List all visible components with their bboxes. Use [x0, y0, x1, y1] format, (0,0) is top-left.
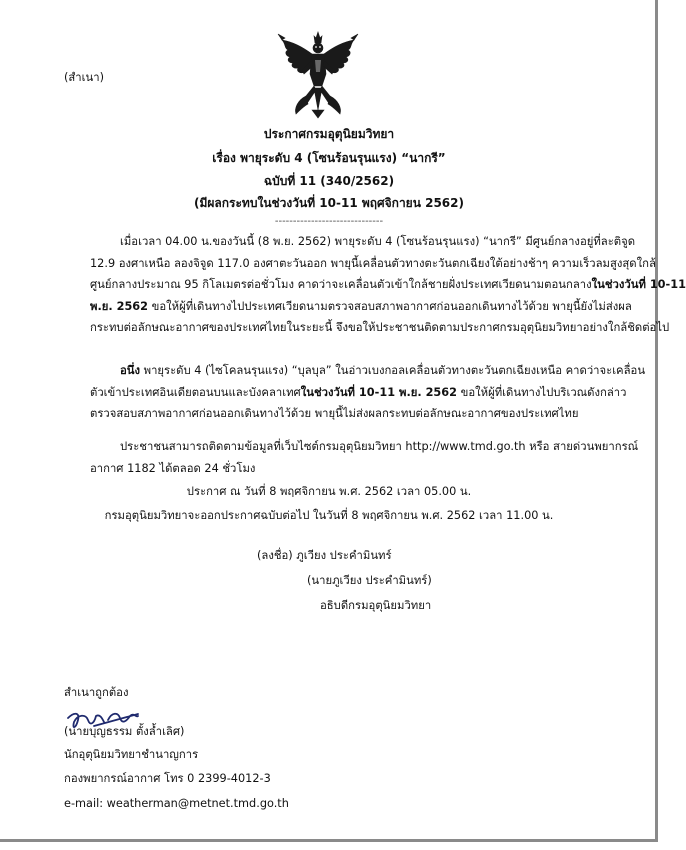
- certifier-position: นักอุตุนิยมวิทยาชำนาญการ: [64, 748, 199, 761]
- paragraph-line: 12.9 องศาเหนือ ลองจิจูด 117.0 องศาตะวันออก พายุนี้เคลื่อนตัวทางตะวันตกเฉียงใต้อย่างช้าๆ ความเร็วลมสูงสุดใกล้: [90, 256, 656, 270]
- paragraph-line: [90, 382, 627, 404]
- paragraph-line: เมื่อเวลา 04.00 น.ของวันนี้ (8 พ.ย. 2562) พายุระดับ 4 (โซนร้อนรุนแรง) “นากรี” มีศูนย์กลางอยู่ที่ละติจูด: [120, 235, 636, 248]
- contact-email: e-mail: weatherman@metnet.tmd.go.th: [64, 797, 289, 810]
- signed-line: (ลงชื่อ) ภูเวียง ประคำมินทร์: [257, 549, 392, 562]
- garuda-emblem-icon: [276, 30, 360, 118]
- anueng-keyword: อนึ่ง: [120, 364, 141, 377]
- text-run: ตัวเข้าประเทศอินเดียตอนบนและบังคลาเทศ: [90, 385, 301, 399]
- text-run: ขอให้ผู้ที่เดินทางไปบริเวณดังกล่าว: [457, 385, 627, 399]
- certifier-name: (นายบุญธรรม ตั้งล้ำเลิศ): [64, 725, 185, 738]
- signatory-name: (นายภูเวียง ประคำมินทร์): [307, 574, 432, 587]
- header-divider: ------------------------------: [274, 216, 384, 227]
- paragraph-line: ตรวจสอบสภาพอากาศก่อนออกเดินทางไว้ด้วย พายุนี้ไม่ส่งผลกระทบต่อลักษณะอากาศของประเทศไทย: [90, 407, 579, 420]
- paragraph-line: [90, 274, 686, 296]
- office-phone: กองพยากรณ์อากาศ โทร 0 2399-4012-3: [64, 772, 271, 785]
- highlight-dates: พ.ย. 2562: [90, 299, 149, 313]
- paragraph-line: กระทบต่อลักษณะอากาศของประเทศไทยในระยะนี้ จึงขอให้ประชาชนติดตามประกาศกรมอุตุนิยมวิทยาอย่างใกล้ชิดต่อไป: [90, 321, 670, 334]
- paragraph-line: [90, 360, 646, 382]
- storm-bulbul-paragraph: [90, 360, 646, 425]
- paragraph-line: อากาศ 1182 ได้ตลอด 24 ชั่วโมง: [90, 461, 256, 475]
- storm-nakri-paragraph: [90, 231, 686, 339]
- announcement-subject: เรื่อง พายุระดับ 4 (โซนร้อนรุนแรง) “นากรี”: [212, 151, 446, 165]
- highlight-dates: ในช่วงวันที่ 10-11: [591, 278, 686, 291]
- text-run: ขอให้ผู้ที่เดินทางไปประเทศเวียดนามตรวจสอบสภาพอากาศก่อนออกเดินทางไว้ด้วย พายุนี้ยังไม่ส่งผล: [148, 299, 632, 313]
- text-run: ศูนย์กลางประมาณ 95 กิโลเมตรต่อชั่วโมง คาดว่าจะเคลื่อนตัวเข้าใกล้ชายฝั่งประเทศเวียดนามตอนกลาง: [90, 278, 592, 291]
- next-issue-note: กรมอุตุนิยมวิทยาจะออกประกาศฉบับต่อไป ในวันที่ 8 พฤศจิกายน พ.ศ. 2562 เวลา 11.00 น.: [104, 509, 554, 522]
- text-run: พายุระดับ 4 (ไซโคลนรุนแรง) “บุลบุล” ในอ่าวเบงกอลเคลื่อนตัวทางตะวันตกเฉียงเหนือ คาดว่าจะเคลื่อน: [140, 364, 646, 377]
- announcement-title: ประกาศกรมอุตุนิยมวิทยา: [263, 127, 395, 141]
- contact-paragraph: [90, 436, 639, 479]
- paragraph-line: ประชาชนสามารถติดตามข้อมูลที่เว็บไซต์กรมอุตุนิยมวิทยา http://www.tmd.go.th หรือ สายด่วนพยากรณ์: [120, 440, 639, 453]
- signatory-position: อธิบดีกรมอุตุนิยมวิทยา: [320, 599, 432, 612]
- paragraph-line: [90, 296, 632, 318]
- announce-date: ประกาศ ณ วันที่ 8 พฤศจิกายน พ.ศ. 2562 เวลา 05.00 น.: [186, 485, 472, 498]
- issue-number: ฉบับที่ 11 (340/2562): [263, 174, 395, 188]
- effect-period: (มีผลกระทบในช่วงวันที่ 10-11 พฤศจิกายน 2562): [194, 196, 464, 210]
- highlight-dates: ในช่วงวันที่ 10-11 พ.ย. 2562: [300, 385, 458, 399]
- copy-label: (สำเนา): [64, 71, 104, 84]
- certified-copy-label: สำเนาถูกต้อง: [64, 686, 129, 699]
